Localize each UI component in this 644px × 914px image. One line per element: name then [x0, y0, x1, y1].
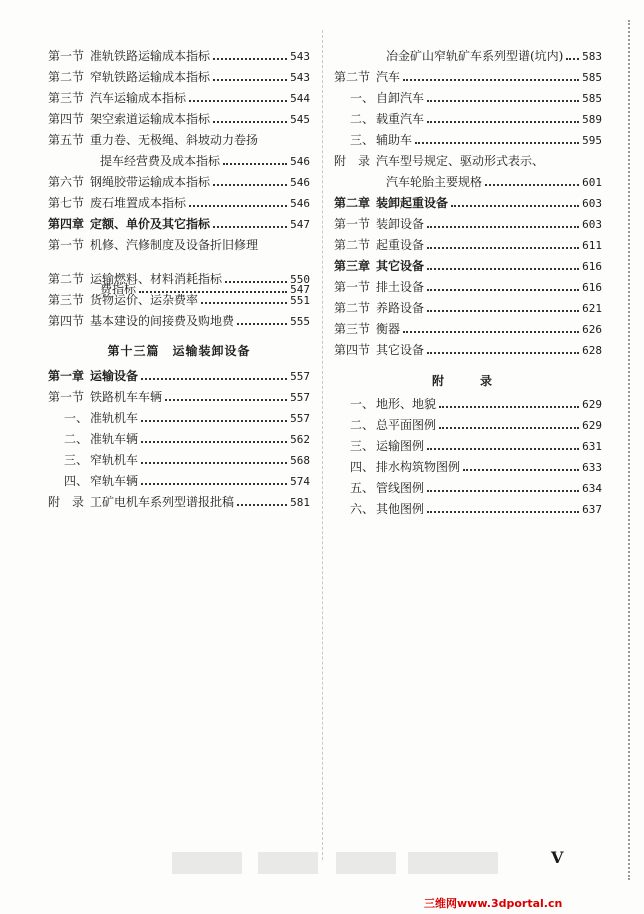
- toc-page-number: 616: [582, 260, 602, 273]
- toc-entry-number: 第一节: [48, 238, 85, 252]
- dot-leader: [141, 461, 287, 464]
- toc-page-number: 543: [290, 71, 310, 84]
- toc-entry-title: 其它设备: [376, 259, 425, 273]
- dot-leader: [439, 405, 579, 408]
- toc-entry[interactable]: [334, 134, 602, 147]
- toc-entry-number: 第二节: [334, 70, 371, 84]
- toc-entry-title: 窄轨铁路运输成本指标: [90, 70, 211, 84]
- toc-entry-title: 窄轨机车: [90, 453, 139, 467]
- toc-entry[interactable]: [334, 503, 602, 516]
- toc-entry[interactable]: [48, 273, 310, 286]
- toc-entry-number: 第二节: [48, 70, 85, 84]
- dot-leader: [237, 503, 287, 506]
- toc-page-number: 621: [582, 302, 602, 315]
- dot-leader: [427, 288, 579, 291]
- toc-entry-title: 其他图例: [376, 502, 425, 516]
- toc-entry-title: 自卸汽车: [376, 91, 425, 105]
- dot-leader: [141, 440, 287, 443]
- toc-entry[interactable]: [334, 398, 602, 411]
- toc-entry-number: 二、: [64, 432, 89, 446]
- toc-entry-number: 第六节: [48, 175, 85, 189]
- dot-leader: [189, 99, 287, 102]
- dot-leader: [213, 57, 287, 60]
- toc-page-number: 629: [582, 398, 602, 411]
- toc-entry[interactable]: [48, 92, 310, 105]
- toc-page-number: 555: [290, 315, 310, 328]
- toc-entry-number: 第一节: [334, 217, 371, 231]
- toc-entry-title: 起重设备: [376, 238, 425, 252]
- toc-entry-number: 第一章: [48, 369, 85, 383]
- appendix-heading: 附 录: [431, 374, 504, 388]
- toc-entry-number: 第四节: [48, 112, 85, 126]
- toc-entry-number: 一、: [64, 411, 89, 425]
- toc-page-number: 585: [582, 71, 602, 84]
- toc-entry-title: 废石堆置成本指标: [90, 196, 187, 210]
- toc-entry[interactable]: [48, 176, 310, 189]
- toc-entry-title: 汽车: [376, 70, 401, 84]
- toc-page-number: 545: [290, 113, 310, 126]
- toc-entry[interactable]: [48, 391, 310, 404]
- toc-entry-title: 机修、汽修制度及设备折旧修理: [90, 238, 259, 252]
- toc-chapter-entry[interactable]: [334, 260, 602, 273]
- toc-page-number: 633: [582, 461, 602, 474]
- toc-entry-title: 架空索道运输成本指标: [90, 112, 211, 126]
- scan-noise: [408, 852, 498, 874]
- toc-entry-title: 汽车型号规定、驱动形式表示、: [376, 154, 545, 168]
- dot-leader: [427, 351, 579, 354]
- dot-leader: [463, 468, 579, 471]
- toc-page-number: 589: [582, 113, 602, 126]
- toc-page-number: 546: [290, 197, 310, 210]
- toc-entry-number: 第五节: [48, 133, 85, 147]
- toc-entry[interactable]: [334, 440, 602, 453]
- toc-page-number: 547: [290, 218, 310, 231]
- toc-entry[interactable]: [334, 218, 602, 231]
- toc-page-number: 568: [290, 454, 310, 467]
- scan-noise: [172, 852, 242, 874]
- toc-entry[interactable]: [48, 315, 310, 328]
- page-number: V: [551, 848, 564, 867]
- toc-page-number: 546: [290, 155, 310, 168]
- toc-page-number: 601: [582, 176, 602, 189]
- toc-entry-number: 二、: [350, 418, 375, 432]
- toc-entry[interactable]: [334, 50, 602, 63]
- toc-entry-title: 铁路机车车辆: [90, 390, 163, 404]
- toc-page-number: 583: [582, 50, 602, 63]
- toc-entry-title: 辅助车: [376, 133, 413, 147]
- toc-page-number: 637: [582, 503, 602, 516]
- toc-page-number: 634: [582, 482, 602, 495]
- dot-leader: [141, 419, 287, 422]
- toc-entry-title: 载重汽车: [376, 112, 425, 126]
- toc-entry[interactable]: [334, 281, 602, 294]
- toc-entry[interactable]: [334, 71, 602, 84]
- watermark-text: 三维网www.3dportal.cn: [424, 897, 563, 910]
- toc-entry-number: 第一节: [334, 280, 371, 294]
- toc-entry[interactable]: [48, 433, 310, 446]
- toc-page-number: 616: [582, 281, 602, 294]
- toc-entry-title: 基本建设的间接费及购地费: [90, 314, 235, 328]
- toc-entry-title: 重力卷、无极绳、斜坡动力卷扬: [90, 133, 259, 147]
- toc-entry[interactable]: [334, 461, 602, 474]
- toc-entry-number: 第四章: [48, 217, 85, 231]
- toc-entry-number: 第二节: [334, 301, 371, 315]
- toc-entry-title: 衡器: [376, 322, 401, 336]
- toc-entry-number: 第一节: [48, 49, 85, 63]
- toc-page-number: 585: [582, 92, 602, 105]
- toc-entry-number: 三、: [350, 133, 375, 147]
- toc-page-number: 626: [582, 323, 602, 336]
- toc-entry-title: 准轨铁路运输成本指标: [90, 49, 211, 63]
- dot-leader: [141, 482, 287, 485]
- toc-entry-title: 准轨机车: [90, 411, 139, 425]
- toc-chapter-entry[interactable]: [334, 197, 602, 210]
- toc-entry[interactable]: [48, 475, 310, 488]
- dot-leader: [427, 309, 579, 312]
- toc-entry-title: 装卸设备: [376, 217, 425, 231]
- toc-entry[interactable]: [48, 155, 310, 168]
- toc-entry[interactable]: [48, 50, 310, 63]
- dot-leader: [427, 489, 579, 492]
- dot-leader: [415, 141, 579, 144]
- toc-page-number: 551: [290, 294, 310, 307]
- toc-entry[interactable]: [334, 302, 602, 315]
- toc-page-number: 603: [582, 218, 602, 231]
- toc-entry-number: 一、: [350, 397, 375, 411]
- toc-entry-number: 第一节: [48, 390, 85, 404]
- toc-entry-number: 二、: [350, 112, 375, 126]
- toc-entry-title: 排水构筑物图例: [376, 460, 461, 474]
- toc-entry-number: 第七节: [48, 196, 85, 210]
- dot-leader: [165, 398, 287, 401]
- toc-entry-title: 冶金矿山窄轨矿车系列型谱(坑内): [386, 49, 564, 63]
- toc-page-number: 581: [290, 496, 310, 509]
- toc-entry-number: 第三节: [48, 293, 85, 307]
- toc-entry[interactable]: [48, 294, 310, 307]
- toc-entry[interactable]: [48, 71, 310, 84]
- toc-entry-title: 运输图例: [376, 439, 425, 453]
- toc-entry-number: 三、: [350, 439, 375, 453]
- toc-entry-number: 第三节: [334, 322, 371, 336]
- dot-leader: [427, 267, 579, 270]
- toc-entry-title: 汽车轮胎主要规格: [386, 175, 483, 189]
- dot-leader: [213, 120, 287, 123]
- toc-entry-number: 第四节: [48, 314, 85, 328]
- toc-chapter-entry[interactable]: [48, 218, 310, 231]
- dot-leader: [427, 510, 579, 513]
- toc-entry[interactable]: [334, 482, 602, 495]
- dot-leader: [403, 330, 579, 333]
- toc-entry[interactable]: [48, 113, 310, 126]
- toc-page-number: 543: [290, 50, 310, 63]
- toc-entry[interactable]: [334, 344, 602, 357]
- dot-leader: [213, 225, 287, 228]
- toc-page-number: 557: [290, 412, 310, 425]
- toc-page-number: 603: [582, 197, 602, 210]
- toc-entry-number: 三、: [64, 453, 89, 467]
- toc-entry-title: 定额、单价及其它指标: [90, 217, 211, 231]
- toc-entry-number: 四、: [64, 474, 89, 488]
- toc-entry[interactable]: [48, 412, 310, 425]
- toc-entry[interactable]: [334, 92, 602, 105]
- toc-entry-title: 准轨车辆: [90, 432, 139, 446]
- page-fold-line: [322, 30, 324, 860]
- toc-entry[interactable]: [334, 113, 602, 126]
- toc-entry-title: 窄轨车辆: [90, 474, 139, 488]
- toc-entry-number: 四、: [350, 460, 375, 474]
- toc-entry-number: 一、: [350, 91, 375, 105]
- toc-entry[interactable]: [334, 239, 602, 252]
- dot-leader: [189, 204, 287, 207]
- toc-entry[interactable]: [48, 496, 310, 509]
- toc-entry[interactable]: [334, 176, 602, 189]
- dot-leader: [439, 426, 579, 429]
- dot-leader: [427, 246, 579, 249]
- scan-noise: [258, 852, 318, 874]
- dot-leader: [213, 78, 287, 81]
- dot-leader: [427, 99, 579, 102]
- toc-entry-title: 其它设备: [376, 343, 425, 357]
- toc-entry-number: 第二章: [334, 196, 371, 210]
- toc-entry[interactable]: [334, 323, 602, 336]
- toc-page-number: 574: [290, 475, 310, 488]
- toc-entry-number: 第四节: [334, 343, 371, 357]
- dot-leader: [223, 162, 287, 165]
- dot-leader: [213, 183, 287, 186]
- toc-page-number: 629: [582, 419, 602, 432]
- toc-chapter-entry[interactable]: [48, 370, 310, 383]
- toc-entry-title: 钢绳胶带运输成本指标: [90, 175, 211, 189]
- toc-entry-title: 汽车运输成本指标: [90, 91, 187, 105]
- dot-leader: [141, 377, 287, 380]
- toc-entry-title: 养路设备: [376, 301, 425, 315]
- dot-leader: [566, 57, 579, 60]
- toc-entry-title: 工矿电机车系列型谱报批稿: [90, 495, 235, 509]
- toc-entry-title: 地形、地貌: [376, 397, 437, 411]
- toc-entry[interactable]: [48, 454, 310, 467]
- toc-entry-number: 附 录: [334, 154, 371, 168]
- toc-page-number: 544: [290, 92, 310, 105]
- toc-entry-number: 第三章: [334, 259, 371, 273]
- dot-leader: [427, 120, 579, 123]
- toc-page-number: 562: [290, 433, 310, 446]
- toc-entry[interactable]: [48, 134, 310, 147]
- toc-page-number: 628: [582, 344, 602, 357]
- toc-entry-title: 总平面图例: [376, 418, 437, 432]
- dot-leader: [427, 447, 579, 450]
- scan-noise: [336, 852, 396, 874]
- toc-page-number: 547: [290, 283, 310, 296]
- toc-entry-number: 六、: [350, 502, 375, 516]
- dot-leader: [403, 78, 579, 81]
- toc-entry[interactable]: [48, 197, 310, 210]
- part-heading: 第十三篇 运输装卸设备: [107, 344, 251, 358]
- dot-leader: [427, 225, 579, 228]
- toc-entry-title: 运输燃料、材料消耗指标: [90, 272, 223, 286]
- toc-entry-number: 五、: [350, 481, 375, 495]
- toc-entry-number: 第二节: [334, 238, 371, 252]
- page-edge: [628, 20, 632, 880]
- toc-entry-number: 附 录: [48, 495, 85, 509]
- toc-page-number: 557: [290, 391, 310, 404]
- toc-page-number: 557: [290, 370, 310, 383]
- toc-entry-title: 运输设备: [90, 369, 139, 383]
- toc-page-number: 595: [582, 134, 602, 147]
- toc-entry-title: 货物运价、运杂费率: [90, 293, 199, 307]
- dot-leader: [225, 280, 287, 283]
- toc-entry-title: 提车经营费及成本指标: [100, 154, 221, 168]
- toc-entry[interactable]: [48, 239, 310, 252]
- dot-leader: [201, 301, 287, 304]
- dot-leader: [237, 322, 287, 325]
- toc-entry[interactable]: [334, 155, 602, 168]
- toc-entry-number: 第三节: [48, 91, 85, 105]
- toc-page-number: 546: [290, 176, 310, 189]
- dot-leader: [485, 183, 579, 186]
- toc-entry-title: 管线图例: [376, 481, 425, 495]
- toc-entry-title: 费指标: [100, 282, 137, 296]
- toc-entry-title: 排土设备: [376, 280, 425, 294]
- dot-leader: [451, 204, 579, 207]
- toc-entry[interactable]: [334, 419, 602, 432]
- toc-page-number: 611: [582, 239, 602, 252]
- toc-page-number: 631: [582, 440, 602, 453]
- toc-page-number: 550: [290, 273, 310, 286]
- toc-entry-title: 装卸起重设备: [376, 196, 449, 210]
- toc-entry-number: 第二节: [48, 272, 85, 286]
